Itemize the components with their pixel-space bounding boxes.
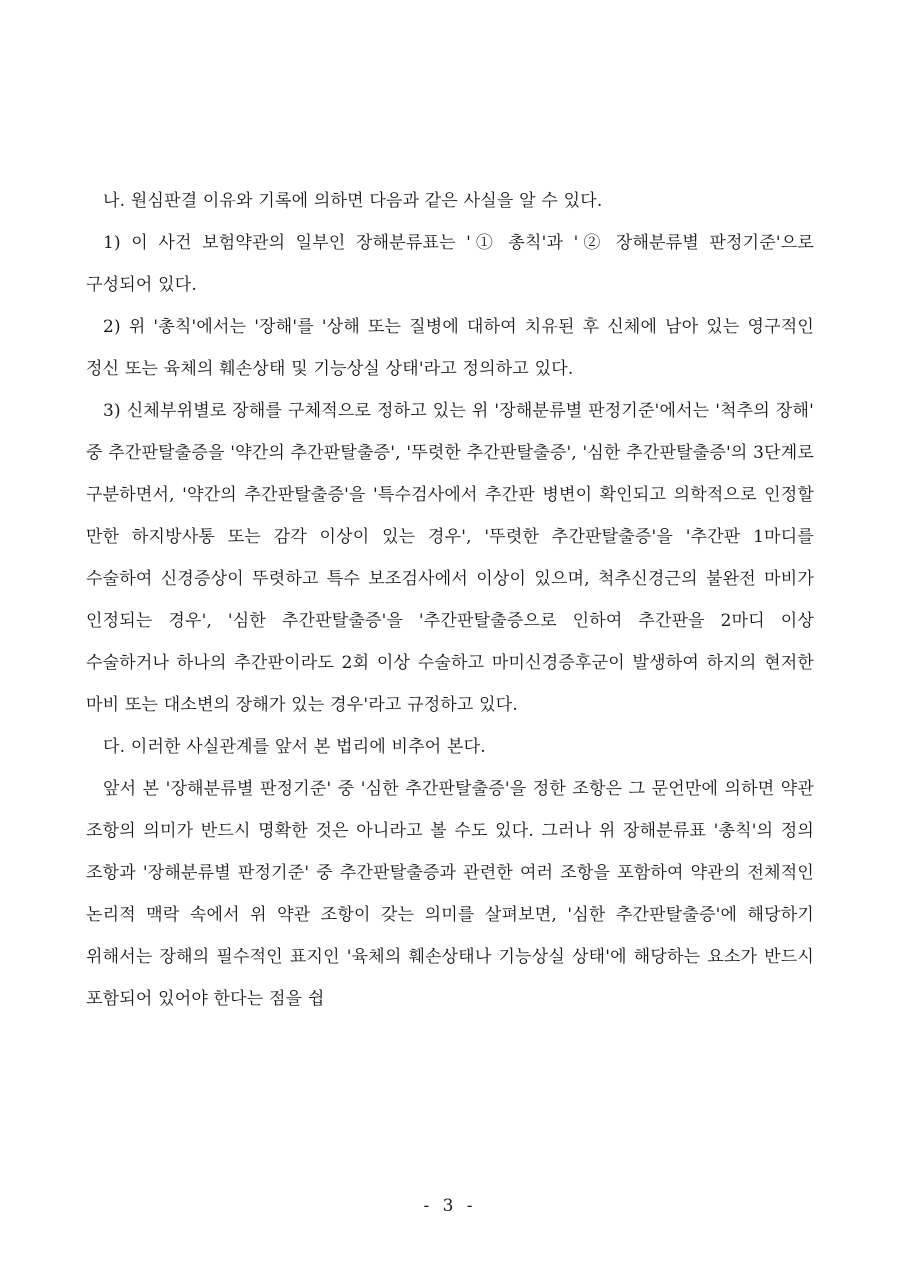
paragraph-section-da: 다. 이러한 사실관계를 앞서 본 법리에 비추어 본다. [103,737,486,757]
paragraph-item-3: 3) 신체부위별로 장해를 구체적으로 정하고 있는 위 '장해분류별 판정기준'에서는 '척추의 장해' 중 추간판탈출증을 '약간의 추간판탈출증', '뚜렷한 추간판탈출증', '심한 추간판탈출증'의 3단계로 구분하면서, '약간의 추간판탈출증'을 '특수검사에서 추간판 병변이 확인되고 의학적으로 인정할 만한 하지방사통 또는 감각 이상이 있는 경우', '뚜렷한 추간판탈출증'을 '추간판 1마디를 수술하여 신경증상이 뚜렷하고 특수 보조검사에서 이상이 있으며, 척추신경근의 불완전 마비가 인정되는 경우', '심한 추간판탈출증'을 '추간판탈출증으로 인하여 추간판을 2마디 이상 수술하거나 하나의 추간판이라도 2회 이상 수술하고 마미신경증후군이 발생하여 하지의 현저한 마비 또는 대소변의 장해가 있는 경우'라고 규정하고 있다. [86,401,814,715]
paragraph-item-1: 1) 이 사건 보험약관의 일부인 장해분류표는 '① 총칙'과 '② 장해분류별 판정기준'으로 구성되어 있다. [86,233,814,295]
paragraph-section-na: 나. 원심판결 이유와 기록에 의하면 다음과 같은 사실을 알 수 있다. [103,191,603,211]
paragraph-analysis: 앞서 본 '장해분류별 판정기준' 중 '심한 추간판탈출증'을 정한 조항은 그 문언만에 의하면 약관 조항의 의미가 반드시 명확한 것은 아니라고 볼 수도 있다. 그러나 위 장해분류표 '총칙'의 정의 조항과 '장해분류별 판정기준' 중 추간판탈출증과 관련한 여러 조항을 포함하여 약관의 전체적인 논리적 맥락 속에서 위 약관 조항이 갖는 의미를 살펴보면, '심한 추간판탈출증'에 해당하기 위해서는 장해의 필수적인 표지인 '육체의 훼손상태나 기능상실 상태'에 해당하는 요소가 반드시 포함되어 있어야 한다는 점을 쉽 [86,779,814,1009]
paragraph-item-2: 2) 위 '총칙'에서는 '장해'를 '상해 또는 질병에 대하여 치유된 후 신체에 남아 있는 영구적인 정신 또는 육체의 훼손상태 및 기능상실 상태'라고 정의하고 있다. [86,317,814,379]
page-number: - 3 - [423,1196,477,1216]
document-body [86,180,814,1020]
